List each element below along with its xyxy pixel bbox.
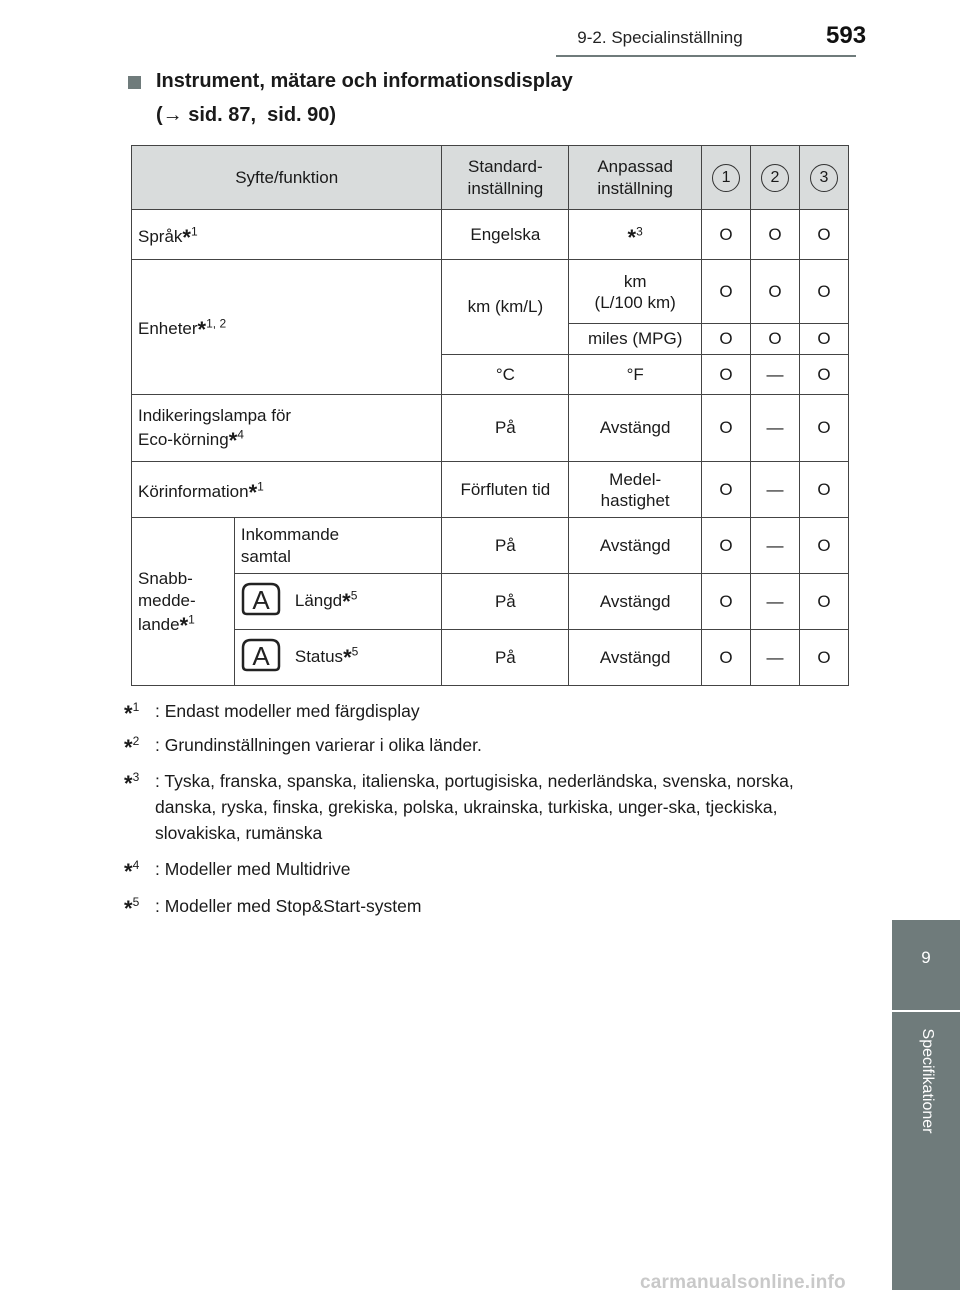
row-custom: miles (MPG) (569, 324, 702, 355)
row-default: På (442, 630, 569, 686)
asterisk-mark: * (342, 588, 351, 614)
row-group-text: Snabb- (138, 568, 193, 588)
row-function (234, 630, 442, 686)
row-default: km (km/L) (442, 260, 569, 355)
header-default: Standard- inställning (442, 146, 569, 210)
table-row (132, 210, 849, 260)
asterisk-mark: * (124, 859, 133, 884)
vehicle-type-letter: A (252, 641, 270, 671)
asterisk-mark: * (228, 428, 238, 453)
row-function-text: Körinformation (138, 481, 249, 501)
row-col-2: O (751, 324, 800, 355)
row-function (132, 395, 442, 462)
circled-1-icon: 1 (712, 164, 740, 192)
footnote-ref: 1 (257, 478, 264, 493)
asterisk-mark: * (182, 224, 191, 250)
row-col-1: O (702, 355, 751, 395)
row-col-1: O (702, 260, 751, 324)
section-reference: (→ sid. 87, sid. 90) (156, 104, 337, 126)
row-col-2: O (751, 210, 800, 260)
footnote-number: 3 (132, 770, 140, 785)
row-function (132, 210, 442, 260)
row-custom: Avstängd (569, 395, 702, 462)
row-function-text: Eco-körning (138, 430, 229, 449)
vehicle-type-a-icon (241, 582, 281, 621)
header-function: Syfte/funktion (132, 146, 442, 210)
footnote-ref: 1, 2 (206, 316, 227, 331)
row-custom: km (L/100 km) (569, 260, 702, 324)
row-col-3: O (799, 355, 848, 395)
header-section-title: 9-2. Specialinställning (577, 28, 743, 47)
footnote-marker (124, 856, 154, 883)
header-col-2 (751, 146, 800, 210)
chapter-number: 9 (921, 948, 931, 967)
row-col-3: O (799, 324, 848, 355)
asterisk-mark: * (343, 644, 352, 670)
asterisk-mark: * (197, 317, 207, 342)
footnote-text: : Endast modeller med färgdisplay (155, 701, 420, 721)
row-col-2: O (751, 260, 800, 324)
asterisk-mark: * (124, 896, 133, 921)
row-col-3: O (799, 210, 848, 260)
footnote-number: 2 (132, 734, 140, 749)
row-col-2: — (751, 574, 800, 630)
footnote-text: : Grundinställningen varierar i olika länder. (155, 735, 482, 755)
footnote-marker (124, 698, 154, 725)
row-custom: Avstängd (569, 574, 702, 630)
footnote-ref: 1 (190, 223, 198, 238)
footnote (124, 856, 844, 883)
row-function-text: Längd (294, 590, 343, 610)
asterisk-mark: * (124, 735, 133, 760)
asterisk-mark: * (248, 479, 258, 505)
row-function (132, 260, 442, 395)
footnote-ref: 3 (636, 223, 643, 238)
watermark: carmanualsonline.info (640, 1272, 846, 1293)
asterisk-mark: * (627, 224, 637, 250)
section-title: Instrument, mätare och informationsdisplay (156, 70, 573, 92)
chapter-tab-divider (892, 1010, 960, 1012)
asterisk-mark: * (179, 612, 189, 638)
row-default: Engelska (442, 210, 569, 260)
row-col-2: — (751, 395, 800, 462)
row-function-text: Indikeringslampa för (138, 406, 292, 425)
table-row (132, 395, 849, 462)
row-col-3: O (799, 462, 848, 518)
row-function (132, 462, 442, 518)
table-row (132, 260, 849, 324)
header-col-3 (799, 146, 848, 210)
footnote-text: : Tyska, franska, spanska, italienska, portugisiska, nederländska, svenska, norska, danska, ryska, finska, grekiska, polska, ukrainska, turkiska, unger-ska, tjeckiska, slovakiska, rumänska (155, 771, 794, 843)
row-col-3: O (799, 574, 848, 630)
row-col-1: O (702, 630, 751, 686)
vehicle-type-letter: A (252, 585, 270, 615)
row-col-1: O (702, 324, 751, 355)
footnote-number: 1 (132, 700, 140, 715)
row-group (132, 518, 235, 686)
footnote-marker (124, 768, 154, 795)
row-group-text: medde- (138, 590, 196, 610)
table-row (132, 574, 849, 630)
row-function-text: Enheter (138, 319, 198, 338)
footnote (124, 893, 844, 920)
circled-2-icon: 2 (761, 164, 789, 192)
row-col-3: O (799, 260, 848, 324)
circled-3-icon: 3 (810, 164, 838, 192)
table-row (132, 462, 849, 518)
row-col-1: O (702, 518, 751, 574)
footnote (124, 698, 844, 725)
footnote-ref: 4 (237, 427, 244, 442)
settings-table (131, 145, 849, 686)
row-default: På (442, 518, 569, 574)
row-col-1: O (702, 395, 751, 462)
table-row (132, 518, 849, 574)
row-custom: °F (569, 355, 702, 395)
footnote-number: 4 (132, 858, 140, 873)
footnote-ref: 5 (350, 588, 358, 603)
row-group-text: lande (138, 614, 180, 634)
row-function (234, 574, 442, 630)
table-header-row (132, 146, 849, 210)
row-col-1: O (702, 210, 751, 260)
row-default: På (442, 574, 569, 630)
footnote (124, 768, 844, 843)
header-rule (556, 55, 856, 57)
section-bullet-icon (128, 76, 141, 89)
header-col-1 (702, 146, 751, 210)
vehicle-type-a-icon (241, 638, 281, 677)
table-row (132, 630, 849, 686)
row-col-1: O (702, 462, 751, 518)
row-default: °C (442, 355, 569, 395)
row-col-1: O (702, 574, 751, 630)
footnote (124, 732, 844, 759)
row-custom (569, 210, 702, 260)
row-col-3: O (799, 630, 848, 686)
asterisk-mark: * (124, 701, 133, 726)
row-custom: Avstängd (569, 518, 702, 574)
footnote-text: : Modeller med Stop&Start-system (155, 896, 422, 916)
footnote-marker (124, 732, 154, 759)
footnote-ref: 1 (188, 611, 195, 626)
row-custom: Avstängd (569, 630, 702, 686)
row-col-2: — (751, 630, 800, 686)
page-number: 593 (826, 22, 867, 49)
chapter-label: Specifikationer (919, 1028, 936, 1134)
row-default: På (442, 395, 569, 462)
row-function: Inkommande samtal (234, 518, 442, 574)
row-default: Förfluten tid (442, 462, 569, 518)
footnote-ref: 5 (351, 644, 359, 659)
row-custom: Medel- hastighet (569, 462, 702, 518)
row-col-2: — (751, 518, 800, 574)
footnote-text: : Modeller med Multidrive (155, 859, 351, 879)
row-function-text: Språk (138, 226, 183, 246)
row-col-3: O (799, 518, 848, 574)
footnote-number: 5 (132, 895, 140, 910)
footnote-marker (124, 893, 154, 920)
row-col-2: — (751, 355, 800, 395)
asterisk-mark: * (124, 771, 133, 796)
row-col-3: O (799, 395, 848, 462)
row-function-text: Status (294, 646, 344, 666)
header-custom: Anpassad inställning (569, 146, 702, 210)
row-col-2: — (751, 462, 800, 518)
